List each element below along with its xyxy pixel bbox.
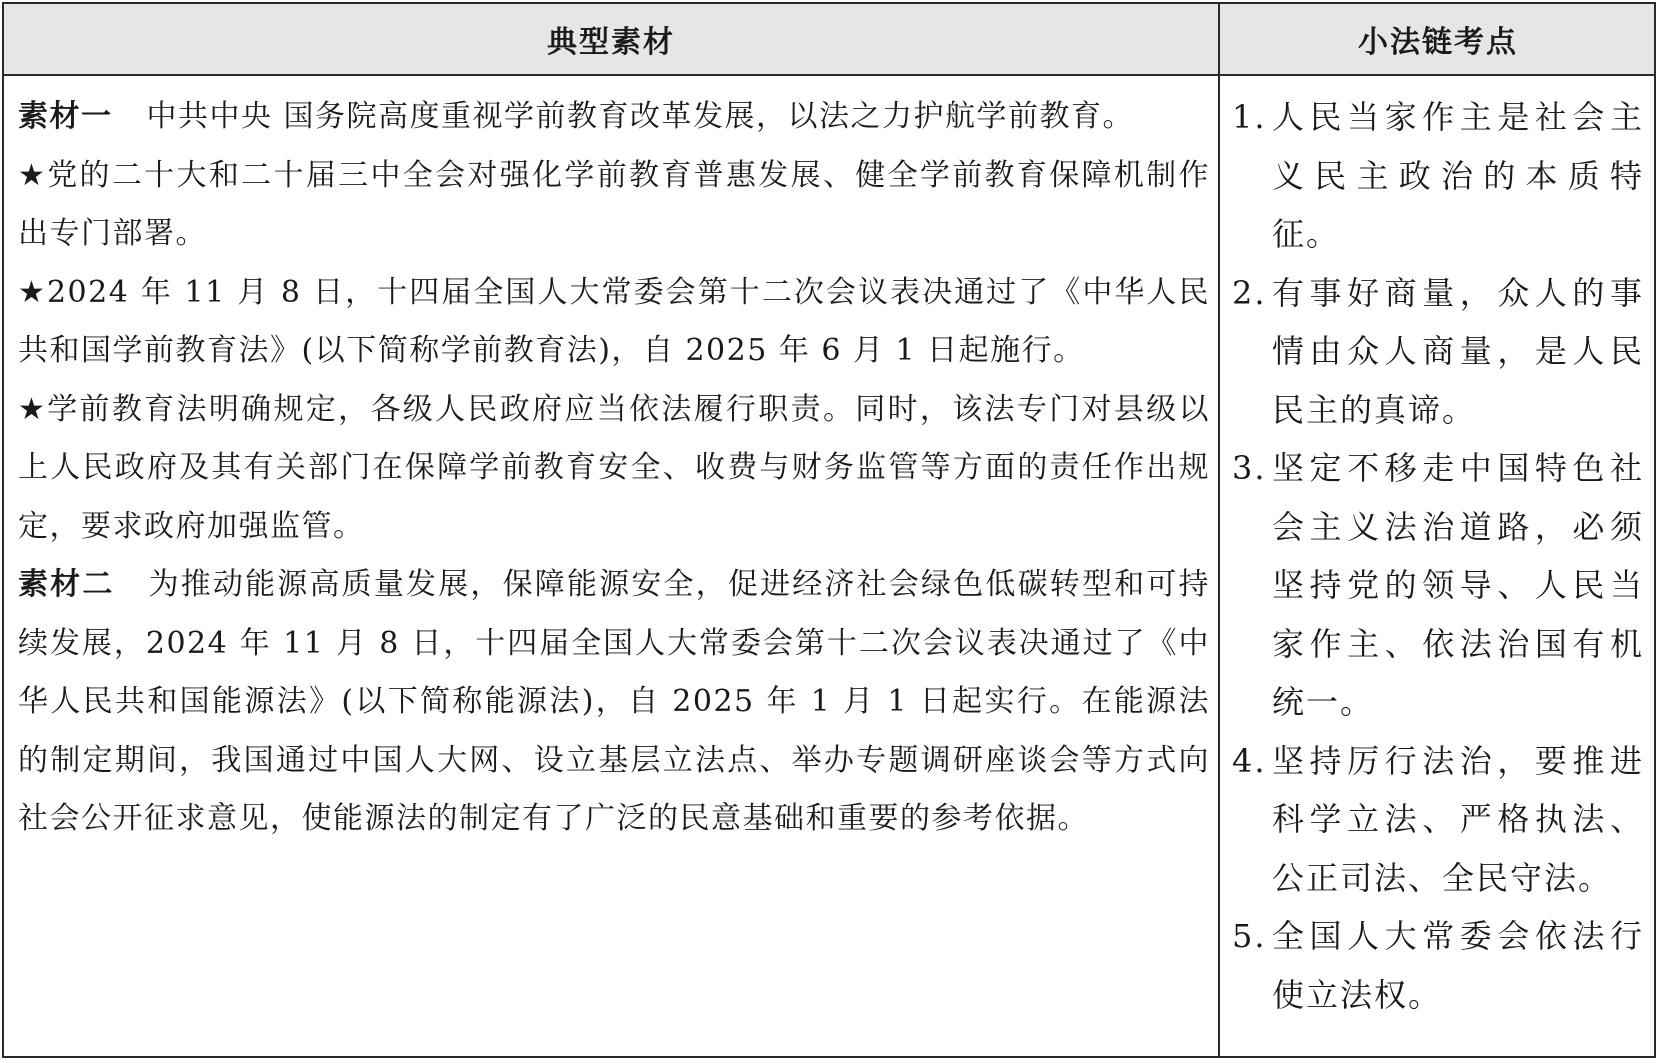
- star-icon: ★: [18, 157, 48, 193]
- material-text: 中共中央 国务院高度重视学前教育改革发展，以法之力护航学前教育。: [146, 99, 1135, 134]
- point-number: 4.: [1232, 741, 1267, 780]
- material-label: 素材一: [18, 99, 113, 134]
- point-text: 坚定不移走中国特色社会主义法治道路，必须坚持党的领导、人民当家作主、依法治国有机统一。: [1272, 449, 1644, 721]
- point-text: 全国人大常委会依法行使立法权。: [1272, 917, 1644, 1014]
- materials-column: [18, 88, 1210, 849]
- material-one-intro: [18, 88, 1210, 147]
- material-one-star-3: [18, 381, 1210, 557]
- law-point-2: [1232, 264, 1644, 440]
- law-point-1: [1232, 88, 1644, 264]
- point-text: 有事好商量，众人的事情由众人商量，是人民民主的真谛。: [1272, 273, 1644, 429]
- star-icon: ★: [18, 274, 47, 310]
- header-law-points: 小法链考点: [1358, 25, 1518, 60]
- material-text: 学前教育法明确规定，各级人民政府应当依法履行职责。同时，该法专门对县级以上人民政府及其有关部门在保障学前教育安全、收费与财务监管等方面的责任作出规定，要求政府加强监管。: [18, 391, 1210, 544]
- material-text: 党的二十大和二十届三中全会对强化学前教育普惠发展、健全学前教育保障机制作出专门部署。: [18, 157, 1210, 251]
- header-typical-materials: 典型素材: [547, 25, 675, 60]
- point-number: 5.: [1232, 917, 1267, 955]
- law-points-column: [1232, 88, 1644, 1024]
- point-number: 1.: [1232, 98, 1267, 136]
- column-divider: [1218, 4, 1220, 1056]
- point-number: 3.: [1232, 449, 1267, 487]
- point-text: 坚持厉行法治，要推进科学立法、严格执法、公正司法、全民守法。: [1272, 741, 1644, 897]
- law-point-4: [1232, 732, 1644, 908]
- material-text: 为推动能源高质量发展，保障能源安全，促进经济社会绿色低碳转型和可持续发展，2024 年 11 月 8 日，十四届全国人大常委会第十二次会议表决通过了《中华人民共和国能源法》(以下简称能源法)，自 2025 年 1 月 1 日起实行。在能源法的制定期间，我国通过中国人大网、设立基层立法点、举办专题调研座谈会等方式向社会公开征求意见，使能源法的制定有了广泛的民意基础和重要的参考依据。: [18, 567, 1211, 836]
- point-number: 2.: [1232, 273, 1267, 312]
- table-header: [4, 4, 1654, 76]
- material-two-intro: [18, 556, 1210, 849]
- star-icon: ★: [18, 391, 48, 427]
- materials-table: [2, 2, 1656, 1058]
- law-point-3: [1232, 439, 1644, 732]
- material-text: 2024 年 11 月 8 日，十四届全国人大常委会第十二次会议表决通过了《中华人民共和国学前教育法》(以下简称学前教育法)，自 2025 年 6 月 1 日起施行。: [18, 274, 1210, 368]
- material-one-star-2: [18, 264, 1210, 381]
- material-label: 素材二: [18, 567, 115, 602]
- law-point-5: [1232, 907, 1644, 1024]
- point-text: 人民当家作主是社会主义民主政治的本质特征。: [1272, 98, 1644, 253]
- material-one-star-1: [18, 147, 1210, 264]
